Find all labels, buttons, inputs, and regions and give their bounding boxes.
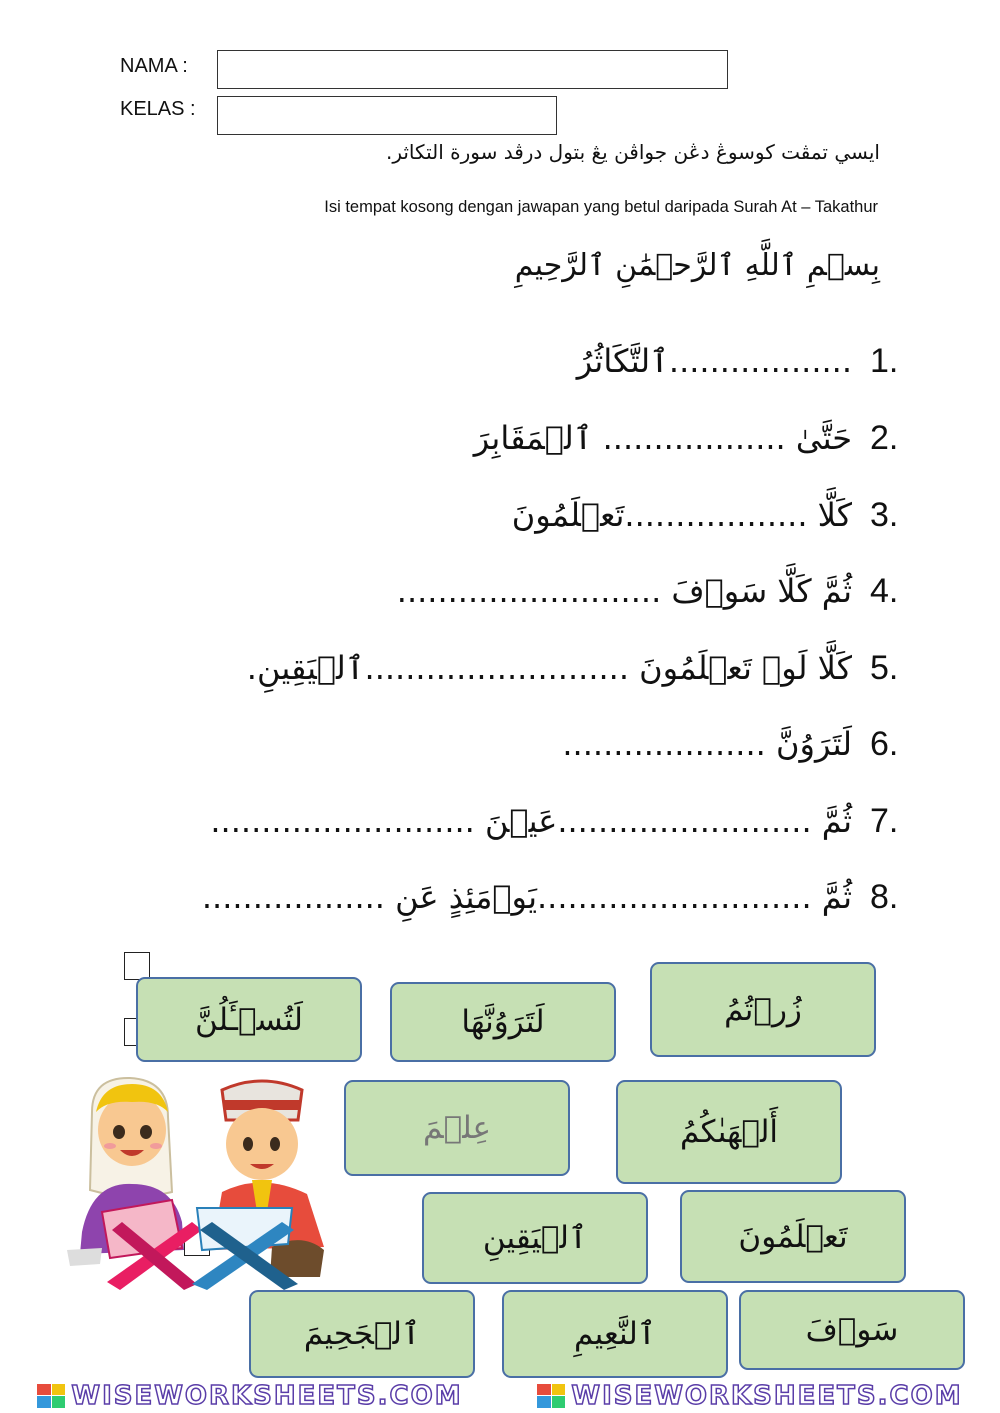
instruction-latin: Isi tempat kosong dengan jawapan yang betul daripada Surah At – Takathur (324, 198, 878, 216)
answer-card[interactable]: لَتُسۡـَٔلُنَّ (136, 977, 362, 1062)
answer-card[interactable]: تَعۡلَمُونَ (680, 1190, 906, 1283)
children-reading-quran-illustration (62, 1072, 332, 1292)
answer-card[interactable]: ٱلنَّعِيمِ (502, 1290, 728, 1378)
question-text[interactable]: كَلَّا ..................تَعۡلَمُونَ (511, 496, 852, 534)
footer-watermark (0, 1378, 1000, 1413)
brand (537, 1381, 962, 1411)
question-number: 1. (870, 341, 899, 380)
nama-label: NAMA : (120, 55, 188, 77)
question-number: 3. (870, 495, 899, 534)
kelas-label: KELAS : (120, 98, 196, 120)
question-number: 7. (870, 801, 899, 840)
answer-card[interactable]: سَوۡفَ (739, 1290, 965, 1370)
question-8 (170, 872, 930, 922)
question-text[interactable]: ثُمَّ ...........................يَوۡمَئِذٍ عَنِ .................. (201, 878, 852, 916)
question-2 (170, 413, 930, 463)
question-6 (170, 719, 930, 769)
question-number: 6. (870, 724, 899, 763)
brand-text: WISEWORKSHEETS.COM (71, 1380, 463, 1411)
question-number: 2. (870, 418, 899, 457)
instruction-jawi: ايسي تمڤت كوسوڠ دڠن جواڤن يڠ بتول درڤد سورة التكاثر. (385, 140, 880, 164)
question-text[interactable]: ثُمَّ .........................عَيۡنَ .......................... (210, 802, 852, 840)
question-text[interactable]: ..................ٱلتَّكَاثُرُ (576, 342, 852, 380)
answer-card[interactable]: عِلۡمَ (344, 1080, 570, 1176)
checkbox[interactable] (124, 952, 150, 980)
wiseworksheets-logo-icon (37, 1384, 65, 1408)
basmala: بِسۡمِ ٱللَّهِ ٱلرَّحۡمَٰنِ ٱلرَّحِيمِ (514, 248, 880, 283)
question-7 (170, 796, 930, 846)
brand (37, 1381, 462, 1411)
answer-card[interactable]: زُرۡتُمُ (650, 962, 876, 1057)
question-text[interactable]: حَتَّىٰ .................. ٱلۡمَقَابِرَ (473, 419, 852, 457)
quran-stands (102, 1200, 298, 1290)
question-text[interactable]: كَلَّا لَوۡ تَعۡلَمُونَ ..........................ٱلۡيَقِينِ. (246, 649, 852, 687)
question-text[interactable]: ثُمَّ كَلَّا سَوۡفَ .......................... (396, 572, 852, 610)
question-5 (170, 643, 930, 693)
question-1 (170, 336, 930, 386)
question-number: 5. (870, 648, 899, 687)
question-3 (170, 490, 930, 540)
answer-card[interactable]: ٱلۡيَقِينِ (422, 1192, 648, 1284)
brand-text: WISEWORKSHEETS.COM (571, 1380, 963, 1411)
question-text[interactable]: لَتَرَوُنَّ .................... (562, 725, 852, 763)
wiseworksheets-logo-icon (537, 1384, 565, 1408)
answer-card[interactable]: لَتَرَوُنَّهَا (390, 982, 616, 1062)
question-4 (170, 566, 930, 616)
answer-card[interactable]: أَلۡهَىٰكُمُ (616, 1080, 842, 1184)
question-number: 8. (870, 877, 899, 916)
answer-card[interactable]: ٱلۡجَحِيمَ (249, 1290, 475, 1378)
nama-input[interactable] (217, 50, 728, 89)
kelas-input[interactable] (217, 96, 557, 135)
question-number: 4. (870, 571, 899, 610)
